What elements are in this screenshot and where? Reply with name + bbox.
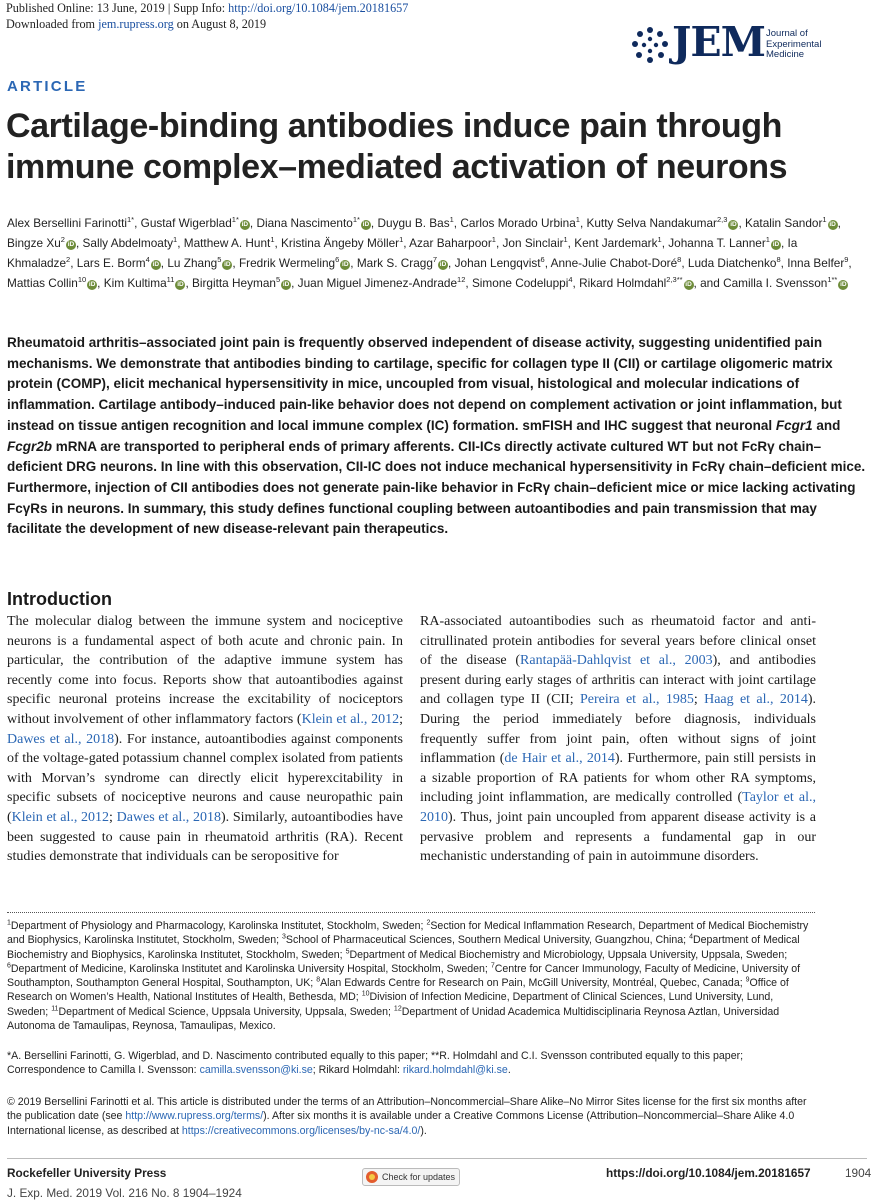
author-name: Kristina Ängeby Möller bbox=[281, 236, 400, 250]
author-name: Johan Lengqvist bbox=[454, 256, 541, 270]
author-affiliation-marker: 1 bbox=[399, 235, 404, 245]
author-affiliation-marker: 1 bbox=[491, 235, 496, 245]
author-affiliation-marker: 7 bbox=[432, 255, 438, 265]
author-affiliation-marker: 12 bbox=[457, 275, 466, 285]
author-name: Mattias Collin bbox=[7, 276, 78, 290]
author bbox=[472, 276, 573, 290]
author-name: Rikard Holmdahl bbox=[579, 276, 667, 290]
author-name: Duygu B. Bas bbox=[377, 216, 450, 230]
affiliation-item: $^{12}$Department of Unidad Academica Multidisciplinaria Reynosa Aztlan, Universidad Autonoma de Tamaulipas, Reynosa, Tamaulipas, Mexico. bbox=[7, 1005, 780, 1033]
author bbox=[357, 256, 448, 270]
author-affiliation-marker: 1 bbox=[449, 215, 454, 225]
jem-site-link[interactable]: jem.rupress.org bbox=[98, 17, 174, 31]
author-affiliation-marker: 1* bbox=[352, 215, 360, 225]
author bbox=[787, 256, 848, 270]
affiliation-item: $^3$School of Pharmaceutical Sciences, Southern Medical University, Guangzhou, China; bbox=[282, 933, 687, 947]
citation-link[interactable]: Klein et al., 2012 bbox=[301, 711, 400, 727]
orcid-icon[interactable]: iD bbox=[439, 261, 447, 268]
author bbox=[723, 276, 848, 290]
abstract: Rheumatoid arthritis–associated joint pain is frequently observed independent of disease activity, suggesting unidentified pain mechanisms. We demonstrate that antibodies binding to cartilage, specific for collagen type II (CII) or cartilage oligomeric matrix protein (COMP), elicit mechanical hypersensitivity in mice, uncoupled from visual, histological and molecular indications of inflammation. Cartilage antibody–induced pain-like behavior does not depend on complement activation or joint inflammation, but instead on tissue antigen recognition and local immune complex (IC) formation. smFISH and IHC suggest that neuronal Fcgr1 and Fcgr2b mRNA are transported to peripheral ends of primary afferents. CII-ICs directly activate cultured WT but not FcRγ chain–deficient DRG neurons. In line with this observation, CII-IC does not induce mechanical hypersensitivity in FcRγ chain–deficient mice. Furthermore, injection of CII antibodies does not generate pain-like behavior in FcRγ chain–deficient mice or mice lacking activating FcγRs in neurons. In summary, this study defines functional coupling between autoantibodies and pain transmission that may facilitate the development of new disease-relevant pain therapeutics. bbox=[7, 335, 866, 537]
author-name: Inna Belfer bbox=[787, 256, 845, 270]
author bbox=[551, 256, 682, 270]
terms-link[interactable]: http://www.rupress.org/terms/ bbox=[125, 1110, 264, 1123]
footer-divider bbox=[7, 1158, 867, 1159]
author bbox=[184, 236, 275, 250]
jem-logo-mark-icon bbox=[630, 25, 670, 65]
author-affiliation-marker: 2 bbox=[66, 255, 71, 265]
author-name: Juan Miguel Jimenez-Andrade bbox=[297, 276, 458, 290]
gene-name: Fcgr2b bbox=[7, 438, 53, 454]
author-affiliation-marker: 2,3** bbox=[666, 275, 683, 285]
author-affiliation-marker: 4 bbox=[145, 255, 150, 265]
orcid-icon[interactable]: iD bbox=[829, 221, 836, 228]
author-name: Katalin Sandor bbox=[745, 216, 823, 230]
author bbox=[281, 236, 403, 250]
author-name: Camilla I. Svensson bbox=[723, 276, 828, 290]
orcid-icon[interactable]: iD bbox=[67, 241, 75, 248]
author-affiliation-marker: 1 bbox=[575, 215, 580, 225]
author bbox=[167, 256, 232, 270]
author bbox=[77, 256, 161, 270]
correspondence-email-link[interactable]: rikard.holmdahl@ki.se bbox=[402, 1064, 508, 1077]
author bbox=[256, 216, 370, 230]
author-name: Lars E. Borm bbox=[76, 256, 146, 270]
affiliation-item: $^7$Centre for Cancer Immunology, Faculty of Medicine, University of Southampton, Southampton General Hospital, Southampton, UK; bbox=[7, 962, 801, 990]
orcid-icon[interactable]: iD bbox=[730, 221, 737, 228]
affiliation-item: $^{10}$Division of Infection Medicine, Department of Clinical Sciences, Lund University, Lund, Sweden; bbox=[7, 990, 774, 1018]
author bbox=[587, 216, 739, 230]
author-affiliation-marker: 1 bbox=[173, 235, 178, 245]
affiliation-item: $^{11}$Department of Medical Science, Uppsala University, Uppsala, Sweden; bbox=[51, 1005, 391, 1018]
gene-name: Fcgr1 bbox=[775, 417, 813, 433]
license-note: © 2019 Bersellini Farinotti et al. This article is distributed under the terms of an Attribution–Noncommercial–Share Alike–No Mirror Sites license for the first six months after the publication date (see http://www.rupress.org/terms/). After six months it is available under a Creative Commons License (Attribution–Noncommercial–Share Alike 4.0 International license, as described at https://creativecommons.org/licenses/by-nc-sa/4.0/). bbox=[7, 1096, 807, 1137]
author-name: Simone Codeluppi bbox=[471, 276, 569, 290]
citation-link[interactable]: Rantapää-Dahlqvist et al., 2003 bbox=[520, 653, 713, 669]
author-affiliation-marker: 4 bbox=[568, 275, 573, 285]
author-name: Bingze Xu bbox=[7, 236, 61, 250]
author-affiliation-marker: 11 bbox=[166, 275, 175, 285]
author-affiliation-marker: 5 bbox=[275, 275, 281, 285]
article-title: Cartilage-binding antibodies induce pain through immune complex–mediated activation of neurons bbox=[6, 107, 788, 186]
author-name: Azar Baharpoor bbox=[409, 236, 492, 250]
author bbox=[377, 216, 453, 230]
author-affiliation-marker: 2,3 bbox=[717, 215, 728, 225]
author bbox=[7, 216, 134, 230]
citation-link[interactable]: de Hair et al., 2014 bbox=[504, 751, 615, 767]
journal-citation: J. Exp. Med. 2019 Vol. 216 No. 8 1904–1924 bbox=[7, 1186, 242, 1200]
contribution-note: *A. Bersellini Farinotti, G. Wigerblad, and D. Nascimento contributed equally to this paper; **R. Holmdahl and C.I. Svensson contributed equally to this paper; Correspondence to Camilla I. Svensson: camilla.svensson@ki.se; Rikard Holmdahl: rikard.holmdahl@ki.se. bbox=[7, 1050, 744, 1077]
doi-link[interactable]: https://doi.org/10.1084/jem.20181657 bbox=[606, 1166, 811, 1180]
footnote-divider bbox=[7, 912, 815, 913]
orcid-icon[interactable]: iD bbox=[362, 221, 370, 228]
author-name: Jon Sinclair bbox=[502, 236, 564, 250]
orcid-icon[interactable]: iD bbox=[342, 261, 349, 268]
author-name: Kent Jardemark bbox=[574, 236, 658, 250]
orcid-icon[interactable]: iD bbox=[840, 281, 847, 288]
citation-link[interactable]: Taylor et al., 2010 bbox=[420, 790, 816, 825]
orcid-icon[interactable]: iD bbox=[152, 261, 160, 268]
author bbox=[455, 256, 545, 270]
intro-right-column: RA-associated autoantibodies such as rheumatoid factor and anti-citrullinated protein antibodies for several years before clinical onset of the disease (Rantapää-Dahlqvist et al., 2003), and antibodies present during early stages of arthritis can interact with joint cartilage and collagen type II (CII; Pereira et al., 1985; Haag et al., 2014). During the period immediately before diagnosis, individuals frequently suffer from joint pain, often without signs of joint inflammation (de Hair et al., 2014). Furthermore, pain still persists in a sizable proportion of RA patients for whom other RA symptoms, including joint inflammation, are medically controlled (Taylor et al., 2010). Thus, joint pain uncoupled from apparent disease activity is a pervasive problem and represents a fundamental gap in our mechanistic understanding of pain in autoimmune disorders. bbox=[420, 614, 817, 865]
affiliation-item: $^9$Office of Research on Women’s Health, National Institutes of Health, Bethesda, MD; bbox=[7, 976, 789, 1004]
author-affiliation-marker: 1 bbox=[563, 235, 568, 245]
author-name: Birgitta Heyman bbox=[192, 276, 276, 290]
author-name: Lu Zhang bbox=[167, 256, 218, 270]
author bbox=[745, 216, 838, 230]
author-name: Johanna T. Lanner bbox=[668, 236, 766, 250]
author-name: Kutty Selva Nandakumar bbox=[586, 216, 717, 230]
author bbox=[104, 276, 186, 290]
affiliation-item: $^6$Department of Medicine, Karolinska Institutet and Karolinska University Hospital, Stockholm, Sweden; bbox=[7, 962, 488, 975]
author-affiliation-marker: 1 bbox=[765, 235, 770, 245]
affiliation-item: $^1$Department of Physiology and Pharmacology, Karolinska Institutet, Stockholm, Sweden; bbox=[7, 919, 424, 932]
affiliation-item: $^8$Alan Edwards Centre for Research on Pain, McGill University, Montréal, Quebec, Canada; bbox=[316, 976, 743, 990]
author-name: Diana Nascimento bbox=[256, 216, 353, 230]
affiliation-item: $^5$Department of Medical Biochemistry and Microbiology, Uppsala University, Uppsala, Sweden; bbox=[345, 948, 788, 961]
author-affiliation-marker: 1** bbox=[827, 275, 838, 285]
author-affiliation-marker: 1* bbox=[231, 215, 239, 225]
affiliation-item: $^4$Department of Medical Biochemistry and Biophysics, Karolinska Institutet, Stockholm, Sweden; bbox=[7, 933, 800, 961]
author-list: Alex Bersellini Farinotti$^{1*}$, Gustaf Wigerblad$^{1*}$iD , Diana Nascimento$^{1*}$iD , Duygu B. Bas$^1$, Carlos Morado Urbina$^1$, Kutty Selva Nandakumar$^{2,3}$iD , Katalin Sandor$^1$iD , Bingze Xu$^2$iD , Sally Abdelmoaty$^1$, Matthew A. Hunt$^1$, Kristina Ängeby Möller$^1$, Azar Baharpoor$^1$, Jon Sinclair$^1$, Kent Jardemark$^1$, Johanna T. Lanner$^1$iD , Ia Khmaladze$^2$, Lars E. Borm$^4$iD , Lu Zhang$^5$iD , Fredrik Wermeling$^6$iD , Mark S. Cragg$^7$iD , Johan Lengqvist$^6$, Anne-Julie Chabot-Doré$^8$, Luda Diatchenko$^8$, Inna Belfer$^9$, Mattias Collin$^{10}$iD , Kim Kultima$^{11}$iD , Birgitta Heyman$^5$iD , Juan Miguel Jimenez-Andrade$^{12}$, Simone Codeluppi$^4$, Rikard Holmdahl$^{2,3**}$iD , and Camilla I. Svensson$^{1**}$iD bbox=[7, 215, 852, 290]
author bbox=[460, 216, 580, 230]
publisher-name: Rockefeller University Press bbox=[7, 1166, 167, 1180]
orcid-icon[interactable]: iD bbox=[241, 221, 249, 228]
author bbox=[688, 256, 781, 270]
orcid-icon[interactable]: iD bbox=[772, 241, 780, 248]
author-affiliation-marker: 1* bbox=[126, 215, 135, 225]
author-name: Anne-Julie Chabot-Doré bbox=[550, 256, 678, 270]
author-name: Gustaf Wigerblad bbox=[140, 216, 232, 230]
author bbox=[409, 236, 496, 250]
affiliation-item: $^2$Section for Medical Inflammation Research, Department of Medical Biochemistry and Biophysics, Karolinska Institutet, Stockholm, Sweden; bbox=[7, 919, 809, 947]
citation-link[interactable]: Klein et al., 2012 bbox=[11, 809, 110, 825]
author-name: Alex Bersellini Farinotti bbox=[7, 216, 127, 230]
author-affiliation-marker: 9 bbox=[844, 255, 849, 265]
orcid-icon[interactable]: iD bbox=[177, 281, 184, 288]
author-name: Kim Kultima bbox=[103, 276, 167, 290]
author bbox=[579, 276, 693, 290]
citation-link[interactable]: Pereira et al., 1985 bbox=[579, 692, 694, 708]
author-affiliation-marker: 1 bbox=[657, 235, 662, 245]
author-affiliation-marker: 8 bbox=[677, 255, 682, 265]
author-name: Fredrik Wermeling bbox=[238, 256, 336, 270]
author bbox=[574, 236, 661, 250]
correspondence-email-link[interactable]: camilla.svensson@ki.se bbox=[199, 1064, 313, 1077]
author-affiliation-marker: 10 bbox=[77, 275, 87, 285]
author-affiliation-marker: 6 bbox=[540, 255, 545, 265]
jem-logo bbox=[630, 18, 830, 74]
crossmark-icon bbox=[366, 1171, 378, 1183]
author-name: Sally Abdelmoaty bbox=[82, 236, 174, 250]
author bbox=[7, 276, 97, 290]
author bbox=[83, 236, 178, 250]
citation-link[interactable]: Dawes et al., 2018 bbox=[116, 809, 221, 825]
citation-link[interactable]: Haag et al., 2014 bbox=[704, 692, 808, 708]
author bbox=[298, 276, 466, 290]
logo-wordmark: JEM bbox=[672, 18, 766, 66]
author-name: Ia Khmaladze bbox=[7, 236, 798, 270]
logo-subtitle: Journal of Experimental Medicine bbox=[766, 28, 822, 60]
author bbox=[503, 236, 568, 250]
author-affiliation-marker: 6 bbox=[335, 255, 340, 265]
author bbox=[7, 236, 76, 250]
check-for-updates-button[interactable]: Check for updates bbox=[362, 1168, 460, 1186]
intro-left-column: The molecular dialog between the immune system and nociceptive neurons is a fundamental aspect of both acute and chronic pain. In particular, the contribution of the adaptive immune system has recently come into focus. Reports show that autoantibodies against specific neuronal proteins increase the excitability of nociceptors without involvement of other inflammatory factors (Klein et al., 2012; Dawes et al., 2018). For instance, autoantibodies against components of the voltage-gated potassium channel complex isolated from patients with Morvan’s syndrome can directly elicit hyperexcitability in specific subsets of nociceptive neurons and cause neuropathic pain (Klein et al., 2012; Dawes et al., 2018). Similarly, autoantibodies have been suggested to cause pain in rheumatoid arthritis (RA). Recent studies demonstrate that individuals can be seropositive for bbox=[7, 614, 403, 865]
author-name: Matthew A. Hunt bbox=[183, 236, 271, 250]
published-line: Published Online: 13 June, 2019 | Supp Info: http://doi.org/10.1084/jem.20181657 bbox=[6, 1, 409, 15]
author bbox=[668, 236, 781, 250]
author bbox=[141, 216, 250, 230]
author bbox=[239, 256, 350, 270]
author-name: Carlos Morado Urbina bbox=[460, 216, 576, 230]
orcid-icon[interactable]: iD bbox=[224, 261, 231, 268]
author-affiliation-marker: 1 bbox=[822, 215, 827, 225]
supp-info-link[interactable]: http://doi.org/10.1084/jem.20181657 bbox=[228, 1, 409, 15]
introduction-heading: Introduction bbox=[7, 589, 112, 609]
citation-link[interactable]: Dawes et al., 2018 bbox=[7, 731, 115, 747]
author-affiliation-marker: 1 bbox=[270, 235, 275, 245]
orcid-icon[interactable]: iD bbox=[685, 281, 692, 288]
affiliations bbox=[7, 919, 817, 1033]
page-number: 1904 bbox=[845, 1166, 872, 1180]
author-affiliation-marker: 8 bbox=[776, 255, 781, 265]
author bbox=[192, 276, 291, 290]
orcid-icon[interactable]: iD bbox=[282, 281, 290, 288]
header-meta bbox=[6, 0, 408, 32]
creative-commons-link[interactable]: https://creativecommons.org/licenses/by-nc-sa/4.0/ bbox=[181, 1124, 421, 1137]
author-affiliation-marker: 2 bbox=[60, 235, 65, 245]
author-name: Mark S. Cragg bbox=[356, 256, 433, 270]
orcid-icon[interactable]: iD bbox=[88, 281, 96, 288]
author-name: Luda Diatchenko bbox=[687, 256, 777, 270]
author-affiliation-marker: 5 bbox=[217, 255, 222, 265]
downloaded-line: Downloaded from jem.rupress.org on August 8, 2019 bbox=[6, 17, 267, 31]
article-type-label: ARTICLE bbox=[7, 78, 88, 95]
